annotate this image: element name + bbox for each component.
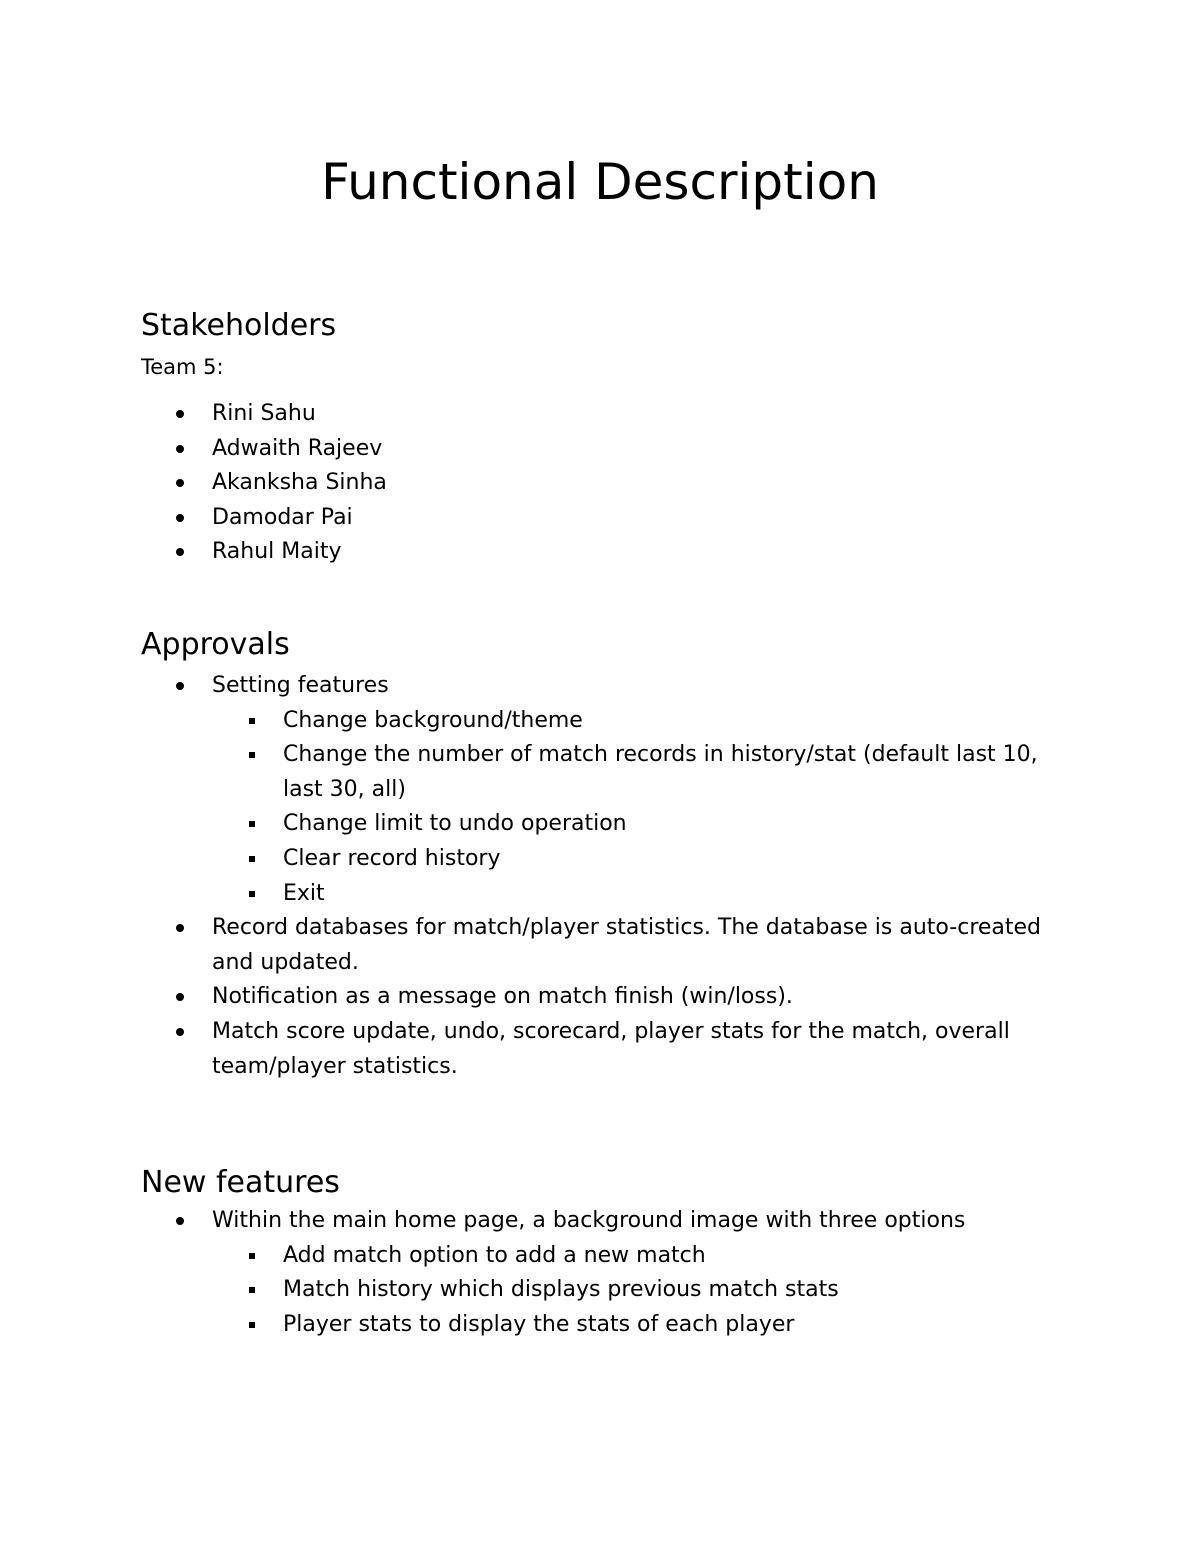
member-name: Adwaith Rajeev — [212, 435, 383, 461]
list-item — [0, 1273, 1043, 1308]
bullet-disc-icon — [176, 445, 184, 453]
bullet-disc-icon — [176, 514, 184, 522]
list-item — [0, 1204, 1042, 1239]
bullet-square-icon — [249, 1253, 255, 1259]
feature-subitem: Add match option to add a new match — [283, 1242, 706, 1268]
list-item — [0, 535, 1042, 570]
approval-subitem: Change limit to undo operation — [283, 811, 627, 837]
bullet-disc-icon — [176, 479, 184, 487]
feature-subitem: Match history which displays previous match stats — [283, 1277, 839, 1303]
list-item — [0, 397, 1042, 432]
list-item — [0, 1308, 1043, 1343]
new-features-list — [0, 1204, 1200, 1342]
feature-subitem: Player stats to display the stats of each player — [283, 1311, 795, 1337]
approval-item: Match score update, undo, scorecard, player stats for the match, overall team/player statistics. — [212, 1018, 1010, 1079]
list-item — [0, 738, 1043, 807]
list-item — [0, 911, 1042, 980]
list-item — [0, 432, 1042, 467]
bullet-disc-icon — [176, 1028, 184, 1036]
stakeholders-heading: Stakeholders — [141, 308, 337, 343]
approvals-heading: Approvals — [141, 627, 290, 662]
bullet-square-icon — [249, 752, 255, 758]
bullet-disc-icon — [176, 1217, 184, 1225]
bullet-disc-icon — [176, 993, 184, 1001]
bullet-square-icon — [249, 891, 255, 897]
approvals-list — [0, 669, 1200, 1084]
list-item — [0, 980, 1042, 1015]
approval-subitem: Clear record history — [283, 845, 501, 871]
approval-subitem: Change the number of match records in history/stat (default last 10, last 30, all) — [283, 742, 1038, 802]
feature-item: Within the main home page, a background image with three options — [212, 1208, 966, 1233]
team-label: Team 5: — [141, 355, 224, 379]
stakeholders-list — [0, 397, 1200, 570]
list-item — [0, 466, 1042, 501]
approval-item: Record databases for match/player statistics. The database is auto-created and updated. — [212, 915, 1042, 975]
member-name: Akanksha Sinha — [212, 470, 387, 496]
approval-item: Notification as a message on match finish (win/loss). — [212, 984, 793, 1010]
list-item — [0, 1015, 1042, 1084]
member-name: Rini Sahu — [212, 401, 316, 426]
list-item — [0, 501, 1042, 536]
approval-subitem: Change background/theme — [283, 707, 583, 733]
bullet-square-icon — [249, 1287, 255, 1293]
new-features-heading: New features — [141, 1165, 340, 1200]
list-item — [0, 842, 1043, 877]
list-item — [0, 1239, 1043, 1274]
bullet-square-icon — [249, 821, 255, 827]
bullet-disc-icon — [176, 410, 184, 418]
member-name: Rahul Maity — [212, 539, 342, 565]
document-title: Functional Description — [321, 153, 879, 211]
list-item — [0, 704, 1043, 739]
bullet-disc-icon — [176, 682, 184, 690]
bullet-disc-icon — [176, 548, 184, 556]
list-item — [0, 877, 1043, 912]
list-item — [0, 669, 1042, 704]
list-item — [0, 807, 1043, 842]
bullet-square-icon — [249, 1322, 255, 1328]
bullet-square-icon — [249, 718, 255, 724]
member-name: Damodar Pai — [212, 504, 353, 530]
bullet-square-icon — [249, 856, 255, 862]
approval-item: Setting features — [212, 673, 389, 698]
bullet-disc-icon — [176, 924, 184, 932]
approval-subitem: Exit — [283, 880, 325, 906]
